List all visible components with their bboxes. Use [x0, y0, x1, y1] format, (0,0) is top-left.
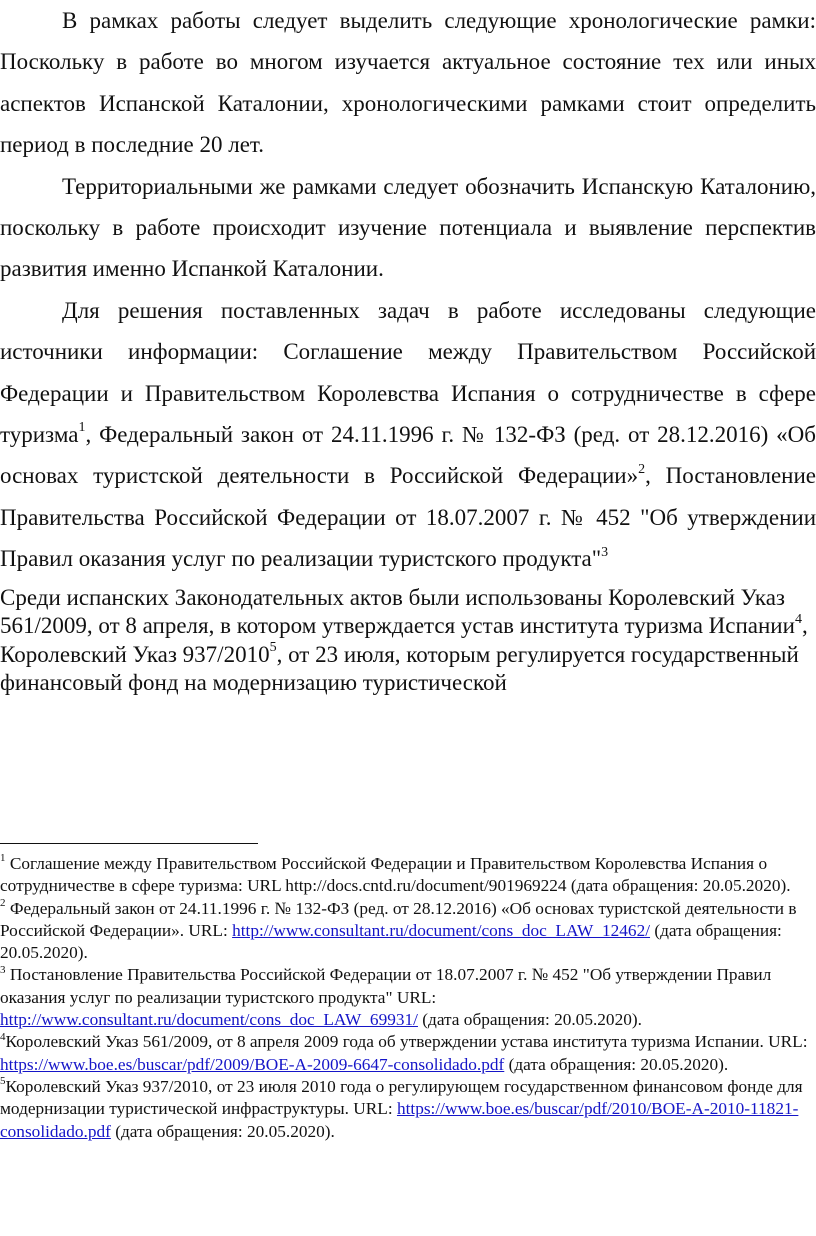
- footnote-link[interactable]: http://www.consultant.ru/document/cons_doc_LAW_69931/: [0, 1010, 418, 1030]
- footnote-text: Королевский Указ 937/2010, от 23 июля 2010 года о регулирующем государственном финансовом фонде для модернизации туристической инфраструктуры. URL:: [0, 1076, 803, 1119]
- footnote-ref-4[interactable]: 4: [794, 611, 802, 627]
- footnote-ref-2[interactable]: 2: [638, 461, 646, 477]
- footnote-text: (дата обращения: 20.05.2020).: [417, 1010, 642, 1030]
- footnote-text: Соглашение между Правительством Российской Федерации и Правительством Королевства Испания о сотрудничестве в сфере туризма: URL http://docs.cntd.ru/document/901969224 (дата обращения: 20.05.2020).: [0, 854, 791, 896]
- footnote-ref-3[interactable]: 3: [601, 544, 609, 560]
- paragraph-spanish-acts: [0, 584, 816, 698]
- paragraph-text: , от 23 июля, которым регулируется государственный финансовый фонд на модернизацию туристической: [0, 641, 799, 696]
- footnote-link[interactable]: http://www.consultant.ru/document/cons_doc_LAW_12462/: [232, 920, 651, 940]
- paragraph-text: , Королевский Указ 937/2010: [0, 613, 808, 667]
- footnote-number: 5: [0, 1075, 6, 1088]
- footnote-text: (дата обращения: 20.05.2020).: [504, 1054, 729, 1074]
- footnote-text: (дата обращения: 20.05.2020).: [110, 1121, 335, 1141]
- footnote-text: (дата обращения: 20.05.2020).: [0, 920, 782, 963]
- paragraph-text: , Постановление Правительства Российской Федерации от 18.07.2007 г. № 452 "Об утверждении Правил оказания услуг по реализации туристского продукта": [0, 463, 816, 572]
- paragraph-text: Для решения поставленных задач в работе исследованы следующие источники информации: Соглашение между Правительством Российской Федерации и Правительством Королевства Испания о сотрудничестве в сфере туризма: [0, 297, 816, 448]
- footnote-5: [0, 1076, 816, 1143]
- footnote-link[interactable]: https://www.boe.es/buscar/pdf/2010/BOE-A-2010-11821-consolidado.pdf: [0, 1099, 799, 1141]
- paragraph-sources: [0, 290, 816, 580]
- footnote-3: [0, 964, 816, 1031]
- footnote-separator: [0, 843, 258, 844]
- footnote-number: 4: [0, 1030, 6, 1043]
- paragraph-chronological-frame: В рамках работы следует выделить следующие хронологические рамки: Поскольку в работе во многом изучается актуальное состояние тех или иных аспектов Испанской Каталонии, хронологическими рамками стоит определить период в последние 20 лет.: [0, 8, 816, 158]
- footnote-1: [0, 853, 816, 898]
- footnote-2: [0, 898, 816, 965]
- footnote-text: Федеральный закон от 24.11.1996 г. № 132-ФЗ (ред. от 28.12.2016) «Об основах туристской деятельности в Российской Федерации». URL:: [0, 898, 797, 940]
- footnote-link[interactable]: https://www.boe.es/buscar/pdf/2009/BOE-A-2009-6647-consolidado.pdf: [0, 1054, 505, 1074]
- footnote-number: 2: [0, 896, 6, 909]
- footnote-number: 1: [0, 852, 6, 865]
- footnote-ref-5[interactable]: 5: [269, 640, 277, 656]
- footnote-ref-1[interactable]: 1: [78, 420, 86, 436]
- footnote-number: 3: [0, 963, 6, 976]
- footnote-text: Постановление Правительства Российской Федерации от 18.07.2007 г. № 452 "Об утверждении Правил оказания услуг по реализации туристского продукта" URL:: [0, 965, 772, 1007]
- paragraph-territorial-frame: Территориальными же рамками следует обозначить Испанскую Каталонию, поскольку в работе происходит изучение потенциала и выявление перспектив развития именно Испанкой Каталонии.: [0, 173, 816, 282]
- paragraph-text: , Федеральный закон от 24.11.1996 г. № 132-ФЗ (ред. от 28.12.2016) «Об основах туристской деятельности в Российской Федерации»: [0, 422, 816, 489]
- footnote-4: [0, 1031, 816, 1076]
- footnote-text: Королевский Указ 561/2009, от 8 апреля 2009 года об утверждении устава института туризма Испании. URL:: [5, 1032, 808, 1052]
- footnotes: [0, 853, 816, 1143]
- paragraph-text: Среди испанских Законодательных актов были использованы Королевский Указ 561/2009, от 8 апреля, в котором утверждается устав института туризма Испании: [0, 584, 795, 639]
